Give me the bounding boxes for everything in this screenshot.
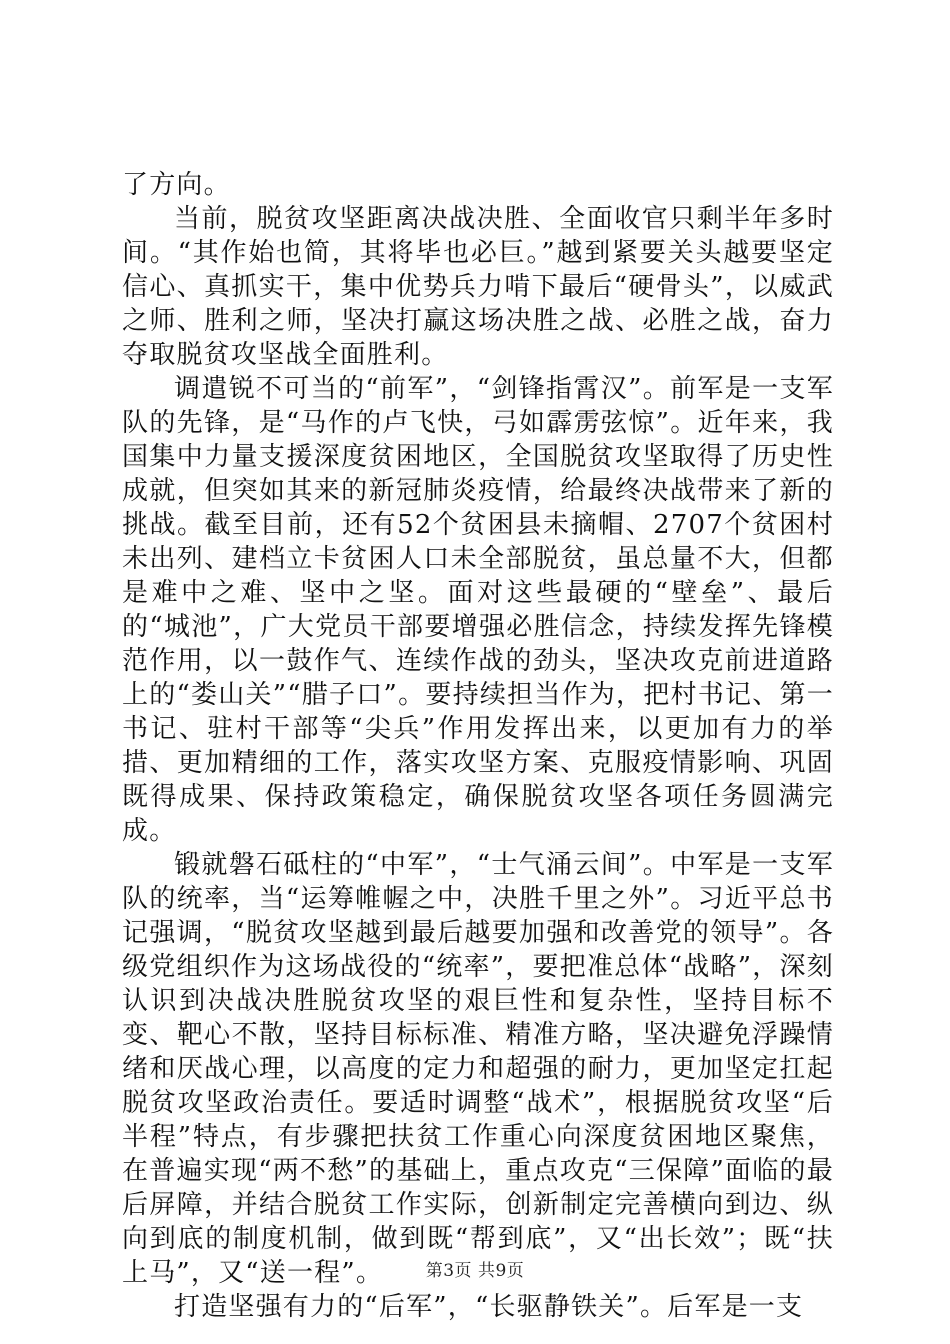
body-text: [122, 168, 834, 1324]
page-footer: [0, 1256, 950, 1281]
paragraph-2: 当前，脱贫攻坚距离决战决胜、全面收官只剩半年多时间。“其作始也简，其将毕也必巨。”越到紧要关头越要坚定信心、真抓实干，集中优势兵力啃下最后“硬骨头”，以威武之师、胜利之师，坚决打赢这场决胜之战、必胜之战，奋力夺取脱贫攻坚战全面胜利。: [122, 204, 834, 370]
paragraph-4: 锻就磐石砥柱的“中军”，“士气涌云间”。中军是一支军队的统率，当“运筹帷幄之中，决胜千里之外”。习近平总书记强调，“脱贫攻坚越到最后越要加强和改善党的领导”。各级党组织作为这场战役的“统率”，要把准总体“战略”，深刻认识到决战决胜脱贫攻坚的艰巨性和复杂性，坚持目标不变、靶心不散，坚持目标标准、精准方略，坚决避免浮躁情绪和厌战心理，以高度的定力和超强的耐力，更加坚定扛起脱贫攻坚政治责任。要适时调整“战术”，根据脱贫攻坚“后半程”特点，有步骤把扶贫工作重心向深度贫困地区聚焦，在普遍实现“两不愁”的基础上，重点攻克“三保障”面临的最后屏障，并结合脱贫工作实际，创新制定完善横向到边、纵向到底的制度机制，做到既“帮到底”，又“出长效”；既“扶上马”，又“送一程”。: [122, 850, 834, 1288]
paragraph-3: 调遣锐不可当的“前军”，“剑锋指霄汉”。前军是一支军队的先锋，是“马作的卢飞快，弓如霹雳弦惊”。近年来，我国集中力量支援深度贫困地区，全国脱贫攻坚取得了历史性成就，但突如其来的新冠肺炎疫情，给最终决战带来了新的挑战。截至目前，还有52个贫困县未摘帽、2707个贫困村未出列、建档立卡贫困人口未全部脱贫，虽总量不大，但都是难中之难、坚中之坚。面对这些最硬的“壁垒”、最后的“城池”，广大党员干部要增强必胜信念，持续发挥先锋模范作用，以一鼓作气、连续作战的劲头，坚决攻克前进道路上的“娄山关”“腊子口”。要持续担当作为，把村书记、第一书记、驻村干部等“尖兵”作用发挥出来，以更加有力的举措、更加精细的工作，落实攻坚方案、克服疫情影响、巩固既得成果、保持政策稳定，确保脱贫攻坚各项任务圆满完成。: [122, 374, 834, 846]
paragraph-5: 打造坚强有力的“后军”，“长驱静铁关”。后军是一支: [174, 1292, 804, 1322]
paragraph-1: 了方向。: [122, 170, 231, 200]
page-number-label: 第3页 共9页: [425, 1261, 525, 1281]
